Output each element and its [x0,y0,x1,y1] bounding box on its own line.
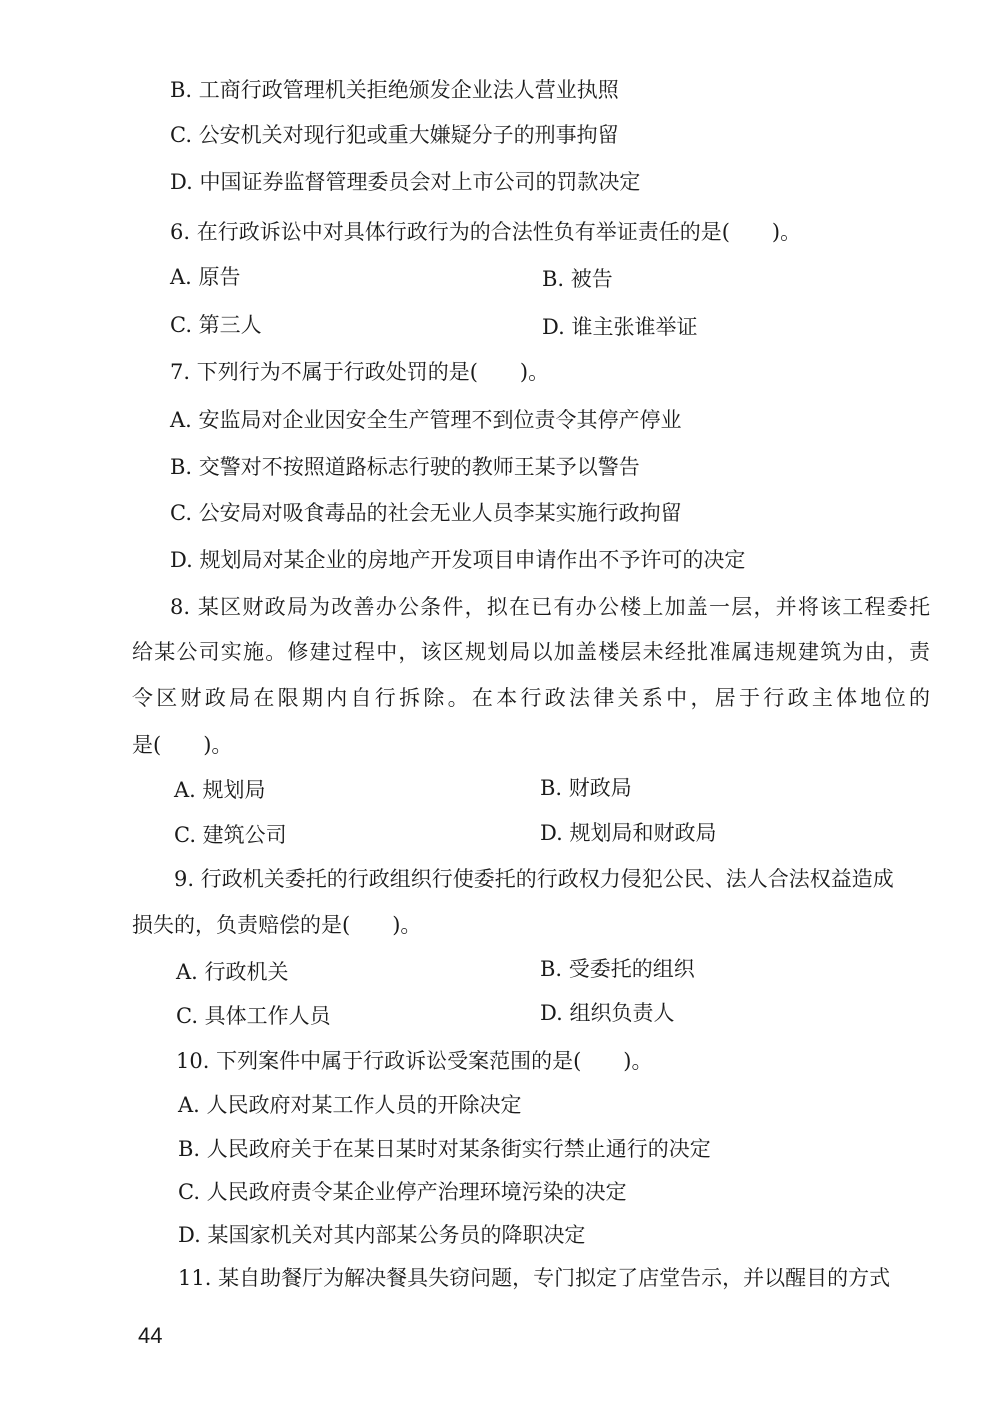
q9-option-b: B. 受委托的组织 [540,957,695,981]
q11-stem-line-1: 11. 某自助餐厅为解决餐具失窃问题，专门拟定了店堂告示，并以醒目的方式 [178,1266,891,1290]
q6-option-a: A. 原告 [170,265,241,289]
q7-option-a: A. 安监局对企业因安全生产管理不到位责令其停产停业 [170,408,682,432]
q6-option-c: C. 第三人 [170,313,262,337]
q10-stem: 10. 下列案件中属于行政诉讼受案范围的是( )。 [176,1049,653,1073]
page-number: 44 [138,1323,163,1348]
q9-option-a: A. 行政机关 [176,960,289,984]
q6-option-b: B. 被告 [542,267,613,291]
q9-option-c: C. 具体工作人员 [176,1004,331,1028]
q10-option-b: B. 人民政府关于在某日某时对某条街实行禁止通行的决定 [178,1137,711,1161]
q5-option-d: D. 中国证券监督管理委员会对上市公司的罚款决定 [170,170,641,194]
q8-stem-line-3: 令区财政局在限期内自行拆除。在本行政法律关系中，居于行政主体地位的 [132,686,930,710]
q8-option-d: D. 规划局和财政局 [540,821,717,845]
q9-stem-line-2: 损失的，负责赔偿的是( )。 [132,913,422,937]
q8-stem-line-4: 是( )。 [132,733,233,757]
q7-option-d: D. 规划局对某企业的房地产开发项目申请作出不予许可的决定 [170,548,746,572]
q9-stem-line-1: 9. 行政机关委托的行政组织行使委托的行政权力侵犯公民、法人合法权益造成 [174,867,894,891]
q10-option-c: C. 人民政府责令某企业停产治理环境污染的决定 [178,1180,627,1204]
q6-stem: 6. 在行政诉讼中对具体行政行为的合法性负有举证责任的是( )。 [170,220,802,244]
q8-stem-line-1: 8. 某区财政局为改善办公条件，拟在已有办公楼上加盖一层，并将该工程委托 [170,595,930,619]
q8-option-c: C. 建筑公司 [174,823,287,847]
q7-stem: 7. 下列行为不属于行政处罚的是( )。 [170,360,550,384]
q7-option-b: B. 交警对不按照道路标志行驶的教师王某予以警告 [170,455,640,479]
q7-option-c: C. 公安局对吸食毒品的社会无业人员李某实施行政拘留 [170,501,682,525]
q5-option-c: C. 公安机关对现行犯或重大嫌疑分子的刑事拘留 [170,123,619,147]
q5-option-b: B. 工商行政管理机关拒绝颁发企业法人营业执照 [170,78,619,102]
q9-option-d: D. 组织负责人 [540,1001,675,1025]
q8-option-b: B. 财政局 [540,776,632,800]
q8-stem-line-2: 给某公司实施。修建过程中，该区规划局以加盖楼层未经批准属违规建筑为由，责 [132,640,930,664]
q10-option-a: A. 人民政府对某工作人员的开除决定 [178,1093,522,1117]
q10-option-d: D. 某国家机关对其内部某公务员的降职决定 [178,1223,586,1247]
q6-option-d: D. 谁主张谁举证 [542,315,698,339]
q8-option-a: A. 规划局 [174,778,266,802]
